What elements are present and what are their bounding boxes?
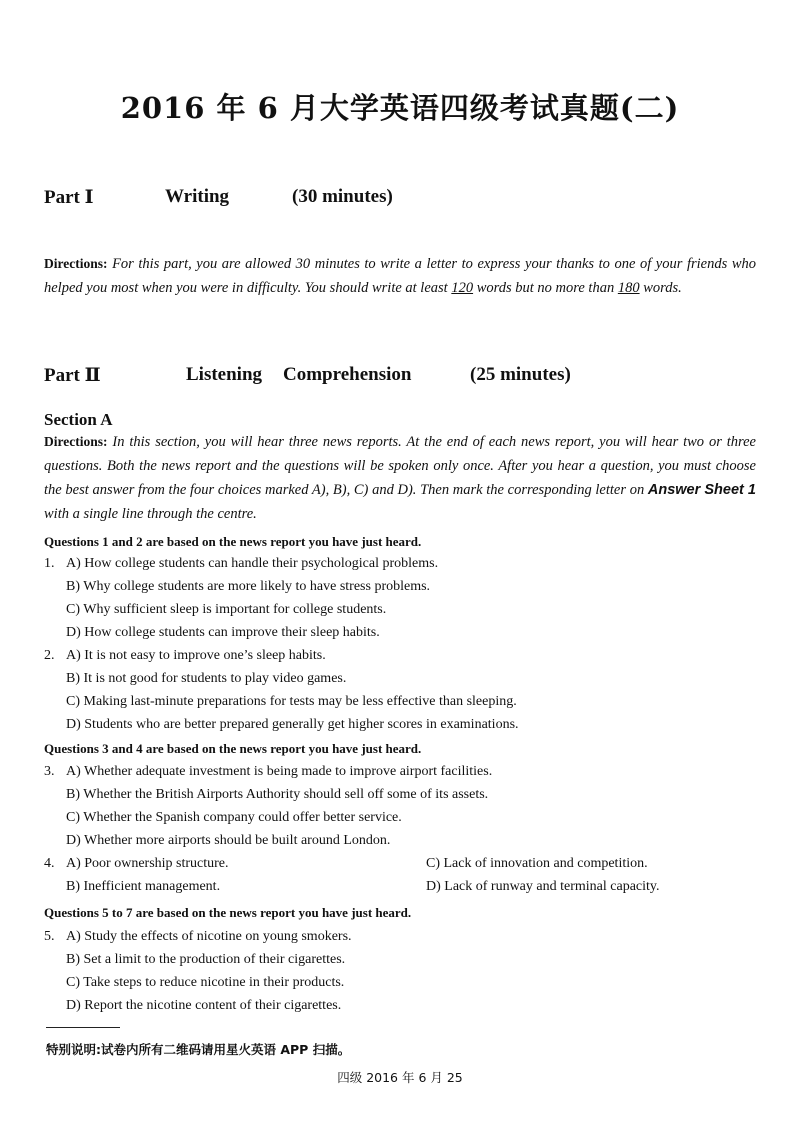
footnote: 特别说明:试卷内所有二维码请用星火英语 APP 扫描。 xyxy=(46,1042,351,1057)
question-number: 3. xyxy=(44,764,55,779)
option-item: A) Study the effects of nicotine on young smokers. xyxy=(66,929,352,944)
question-number: 5. xyxy=(44,929,55,944)
directions-text: For this part, you are allowed 30 minutes to write a letter to express your thanks to one of your friends who helped you most when you were in difficulty. You should write at least xyxy=(44,256,756,296)
question-group-heading: Questions 1 and 2 are based on the news report you have just heard. xyxy=(44,534,422,549)
listening-directions xyxy=(44,430,756,526)
part-2-name-2: Comprehension xyxy=(283,364,412,385)
min-words: 120 xyxy=(451,280,474,296)
part-1-label: Part Ⅰ xyxy=(44,187,94,208)
option-item: D) Lack of runway and terminal capacity. xyxy=(426,879,660,894)
directions-text: with a single line through the centre. xyxy=(44,506,257,522)
footnote-divider xyxy=(46,1027,120,1028)
option-item: A) How college students can handle their psychological problems. xyxy=(66,556,439,571)
option-item: D) How college students can improve their sleep habits. xyxy=(66,625,380,640)
option-item: A) Poor ownership structure. xyxy=(66,856,229,871)
question-number: 2. xyxy=(44,648,55,663)
option-item: B) Set a limit to the production of their cigarettes. xyxy=(66,952,346,967)
max-words: 180 xyxy=(617,280,640,296)
directions-label: Directions: xyxy=(44,256,108,271)
part-1-name: Writing xyxy=(165,186,230,207)
option-item: B) Why college students are more likely to have stress problems. xyxy=(66,579,431,594)
option-item: C) Lack of innovation and competition. xyxy=(426,856,648,871)
option-item: C) Why sufficient sleep is important for college students. xyxy=(66,602,387,617)
option-item: B) Whether the British Airports Authority should sell off some of its assets. xyxy=(66,787,489,802)
directions-text: words but no more than xyxy=(473,280,618,296)
option-item: B) It is not good for students to play video games. xyxy=(66,671,347,686)
directions-text: words. xyxy=(639,280,682,296)
option-item: A) It is not easy to improve one’s sleep habits. xyxy=(66,648,326,663)
question-number: 4. xyxy=(44,856,55,871)
option-item: D) Whether more airports should be built around London. xyxy=(66,833,391,848)
option-item: B) Inefficient management. xyxy=(66,879,221,894)
option-item: C) Take steps to reduce nicotine in their products. xyxy=(66,975,345,990)
answer-sheet-ref: Answer Sheet 1 xyxy=(647,482,756,498)
page-footer: 四级 2016 年 6 月 25 xyxy=(337,1070,463,1085)
part-1-time: (30 minutes) xyxy=(292,186,393,207)
question-group-heading: Questions 5 to 7 are based on the news report you have just heard. xyxy=(44,905,412,920)
option-item: A) Whether adequate investment is being made to improve airport facilities. xyxy=(66,764,493,779)
option-item: C) Whether the Spanish company could offer better service. xyxy=(66,810,402,825)
option-item: C) Making last-minute preparations for tests may be less effective than sleeping. xyxy=(66,694,517,709)
option-item: D) Report the nicotine content of their cigarettes. xyxy=(66,998,342,1013)
directions-label: Directions: xyxy=(44,434,108,449)
part-2-time: (25 minutes) xyxy=(470,364,571,385)
section-a-heading: Section A xyxy=(44,410,113,429)
directions-text: In this section, you will hear three news reports. At the end of each news report, you will hear two or three questions. Both the news report and the questions will be spoken only once. After you hear a question, you must choose the best answer from the four choices marked A), B), C) and D). Then mark the corresponding letter on xyxy=(44,434,756,498)
option-item: D) Students who are better prepared generally get higher scores in examinations. xyxy=(66,717,519,732)
question-group-heading: Questions 3 and 4 are based on the news report you have just heard. xyxy=(44,741,422,756)
page-title: 2016 年 6 月大学英语四级考试真题(二) xyxy=(120,91,680,125)
question-number: 1. xyxy=(44,556,55,571)
writing-directions xyxy=(44,252,756,300)
part-2-label: Part Ⅱ xyxy=(44,365,101,386)
part-2-name-1: Listening xyxy=(186,364,263,385)
